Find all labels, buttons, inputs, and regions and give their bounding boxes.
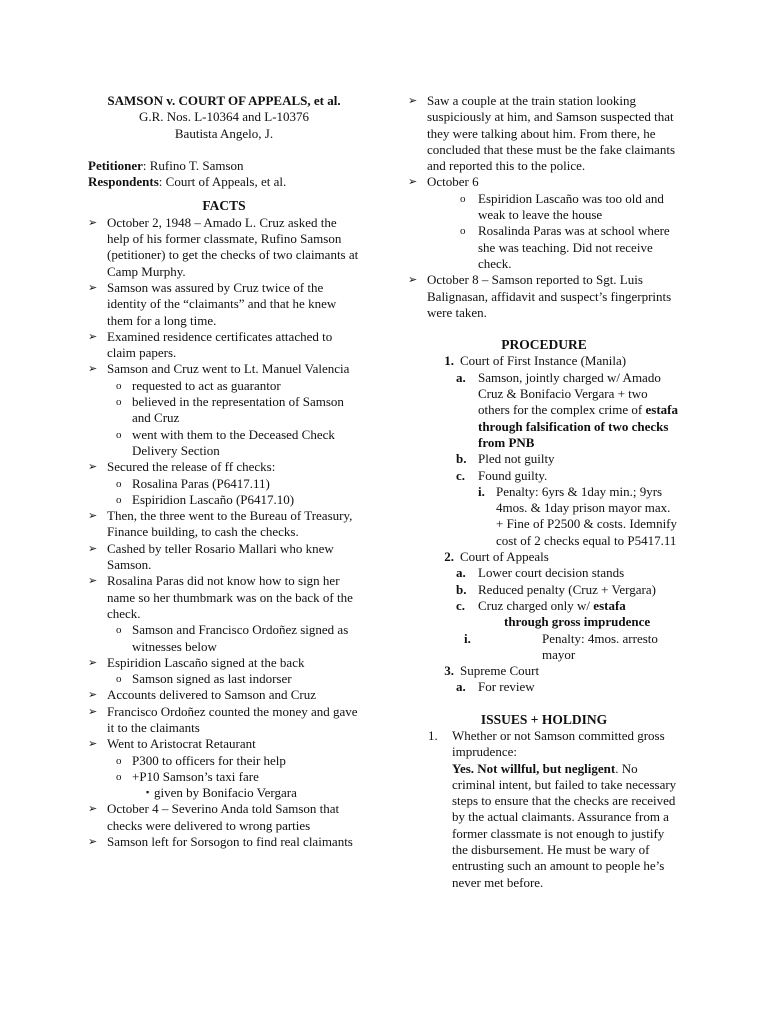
fact-subtext: Samson signed as last indorser [132,671,292,687]
fact-subtext: +P10 Samson’s taxi fare [132,768,259,784]
procedure-heading: PROCEDURE [501,337,587,353]
case-title: SAMSON v. COURT OF APPEALS, et al. [107,93,341,108]
procedure-letter: a. [456,679,466,695]
arrow-bullet-icon: ➢ [88,705,98,718]
fact-text: Cashed by teller Rosario Mallari who knew Samson. [107,540,334,573]
fact-text: Went to Aristocrat Retaurant [107,736,256,752]
facts-heading: FACTS [202,198,246,214]
procedure-item [408,353,680,369]
square-bullet-icon: ▪ [146,787,150,798]
fact-subsubtext: given by Bonifacio Vergara [154,785,297,801]
petitioner-line [88,158,360,174]
circle-bullet-icon: o [460,192,466,205]
fact-subitem [408,223,680,272]
fact-item [88,704,360,737]
fact-item [88,215,360,280]
arrow-bullet-icon: ➢ [88,510,98,523]
procedure-subitem [408,451,680,467]
fact-text: Samson was assured by Cruz twice of the identity of the “claimants” and that he knew them for a long time. [107,279,337,328]
procedure-subsubtext: Penalty: 4mos. arresto mayor [542,630,658,662]
arrow-bullet-icon: ➢ [88,330,98,343]
procedure-number: 2. [444,549,454,565]
circle-bullet-icon: o [116,624,122,637]
procedure-letter: a. [456,369,466,385]
fact-item [88,573,360,622]
fact-subitem [88,492,360,508]
fact-subtext: Rosalina Paras (P6417.11) [132,475,270,491]
fact-subitem [88,769,360,785]
procedure-text: Court of First Instance (Manila) [460,353,627,369]
respondents-line [88,174,360,190]
procedure-number: 1. [444,353,454,369]
respondents-label: Respondents [88,174,159,190]
circle-bullet-icon: o [116,754,122,767]
issue-text: Whether or not Samson committed gross imprudence: [452,727,665,760]
petitioner-name: : Rufino T. Samson [142,157,244,173]
arrow-bullet-icon: ➢ [88,461,98,474]
arrow-bullet-icon: ➢ [88,656,98,669]
fact-subsubitem [88,785,360,801]
procedure-subitem [408,679,680,695]
fact-item [88,361,360,377]
fact-text: Secured the release of ff checks: [107,459,276,475]
fact-subitem [88,671,360,687]
procedure-roman: i. [478,483,485,499]
procedure-subsubitem [408,631,680,664]
fact-subtext: Espiridion Lascaño was too old and weak to leave the house [478,190,664,223]
arrow-bullet-icon: ➢ [408,274,418,287]
fact-subitem [88,427,360,460]
procedure-number: 3. [444,663,454,679]
fact-text: Espiridion Lascaño signed at the back [107,654,305,670]
fact-text: Saw a couple at the train station looking suspiciously at him, and Samson suspected that they were talking about him. From there, he concluded that these must be the fake claimants and reported this to the police. [427,93,675,174]
arrow-bullet-icon: ➢ [408,95,418,107]
fact-subtext: Espiridion Lascaño (P6417.10) [132,491,295,507]
case-gr-number: G.R. Nos. L-10364 and L-10376 [138,109,310,125]
petitioner-label: Petitioner [88,157,143,173]
fact-item [88,280,360,329]
fact-item [88,329,360,362]
fact-subtext: requested to act as guarantor [132,377,281,393]
procedure-subitem [408,370,680,451]
fact-subitem [88,476,360,492]
circle-bullet-icon: o [116,770,122,783]
procedure-subtext: Reduced penalty (Cruz + Vergara) [478,581,656,597]
case-justice: Bautista Angelo, J. [174,125,274,141]
holding-bold: Yes. Not willful, but negligent [452,760,616,776]
fact-subitem [408,191,680,224]
fact-text: Francisco Ordoñez counted the money and gave it to the claimants [107,703,358,735]
procedure-subtext: Pled not guilty [478,451,555,467]
procedure-crime-bold: estafa through falsification of two checks from PNB [478,402,678,450]
procedure-item [408,549,680,565]
fact-item [88,508,360,541]
procedure-subtext: Found guilty. [478,467,548,483]
left-column [88,93,360,850]
fact-item [88,541,360,574]
fact-item [408,174,680,190]
arrow-bullet-icon: ➢ [88,363,98,376]
respondents-name: : Court of Appeals, et al. [158,174,287,190]
procedure-subsubtext: Penalty: 6yrs & 1day min.; 9yrs 4mos. & 1day prison mayor max. + Fine of P2500 & costs. Idemnify cost of 2 checks equal to P5417.11 [496,483,678,548]
fact-subitem [88,394,360,427]
circle-bullet-icon: o [116,379,122,392]
arrow-bullet-icon: ➢ [408,176,418,189]
procedure-subsubitem [408,484,680,549]
arrow-bullet-icon: ➢ [88,281,98,294]
circle-bullet-icon: o [116,493,122,506]
procedure-subtext: Samson, jointly charged w/ Amado Cruz & Bonifacio Vergara + two others for the complex crime of [478,369,661,418]
fact-text: October 6 [427,174,479,190]
procedure-subitem [408,468,680,484]
arrow-bullet-icon: ➢ [88,738,98,751]
fact-text: October 8 – Samson reported to Sgt. Luis Balignasan, affidavit and suspect’s fingerprints were taken. [427,272,672,320]
arrow-bullet-icon: ➢ [88,836,98,849]
procedure-letter: b. [456,451,467,467]
procedure-crime-bold: estafa [593,597,626,613]
fact-text: Rosalina Paras did not know how to sign her name so her thumbmark was on the back of the check. [107,573,353,621]
procedure-subtext: Lower court decision stands [478,565,625,581]
arrow-bullet-icon: ➢ [88,689,98,702]
procedure-letter: c. [456,597,466,613]
procedure-item [408,663,680,679]
procedure-crime-bold: through gross imprudence [504,614,651,630]
procedure-subtext: Cruz charged only w/ [478,597,594,613]
fact-subtext: went with them to the Deceased Check Delivery Section [132,426,335,458]
fact-text: Examined residence certificates attached to claim papers. [107,328,333,361]
procedure-text: Court of Appeals [460,549,549,565]
holding-item [408,761,680,891]
procedure-letter: a. [456,565,466,581]
procedure-subtext: For review [478,679,535,695]
fact-subitem [88,622,360,655]
circle-bullet-icon: o [116,396,122,409]
fact-subtext: P300 to officers for their help [132,752,286,768]
fact-text: Accounts delivered to Samson and Cruz [107,687,317,703]
arrow-bullet-icon: ➢ [88,542,98,555]
arrow-bullet-icon: ➢ [88,803,98,816]
procedure-subitem [408,565,680,581]
fact-item [88,736,360,752]
fact-item [408,272,680,321]
procedure-text: Supreme Court [460,663,540,679]
issue-number: 1. [428,727,438,743]
fact-text: October 2, 1948 – Amado L. Cruz asked the help of his former classmate, Rufino Samson (petitioner) to get the checks of two claimants at Camp Murphy. [107,214,359,279]
fact-text: Then, the three went to the Bureau of Treasury, Finance building, to cash the checks. [107,508,353,540]
fact-item [88,687,360,703]
procedure-roman: i. [464,630,471,646]
circle-bullet-icon: o [116,673,122,686]
fact-text: October 4 – Severino Anda told Samson that checks were delivered to wrong parties [107,801,340,833]
fact-subtext: Rosalinda Paras was at school where she was teaching. Did not receive check. [478,223,670,271]
fact-item [408,93,680,174]
fact-item [88,655,360,671]
fact-item [88,834,360,850]
fact-text: Samson left for Sorsogon to find real claimants [107,834,353,850]
procedure-letter: c. [456,467,466,483]
procedure-subitem [408,582,680,598]
fact-item [88,459,360,475]
right-column [408,93,680,891]
fact-subitem [88,378,360,394]
issues-heading: ISSUES + HOLDING [480,711,608,727]
procedure-subitem [408,598,680,631]
fact-subtext: believed in the representation of Samson and Cruz [132,394,344,426]
procedure-letter: b. [456,581,467,597]
fact-subitem [88,753,360,769]
arrow-bullet-icon: ➢ [88,575,98,588]
fact-text: Samson and Cruz went to Lt. Manuel Valencia [107,361,350,377]
issue-item [408,728,680,761]
fact-item [88,801,360,834]
arrow-bullet-icon: ➢ [88,216,98,229]
circle-bullet-icon: o [116,428,122,441]
circle-bullet-icon: o [116,477,122,490]
holding-text: . No criminal intent, but failed to take necessary steps to ensure that the checks are received by the actual claimants. Assurance from a former classmate is not enough to justify the disbursement. He must be wary of entrusting such an amount to people he’s never met before. [452,760,677,890]
circle-bullet-icon: o [460,225,466,238]
fact-subtext: Samson and Francisco Ordoñez signed as witnesses below [132,622,349,654]
